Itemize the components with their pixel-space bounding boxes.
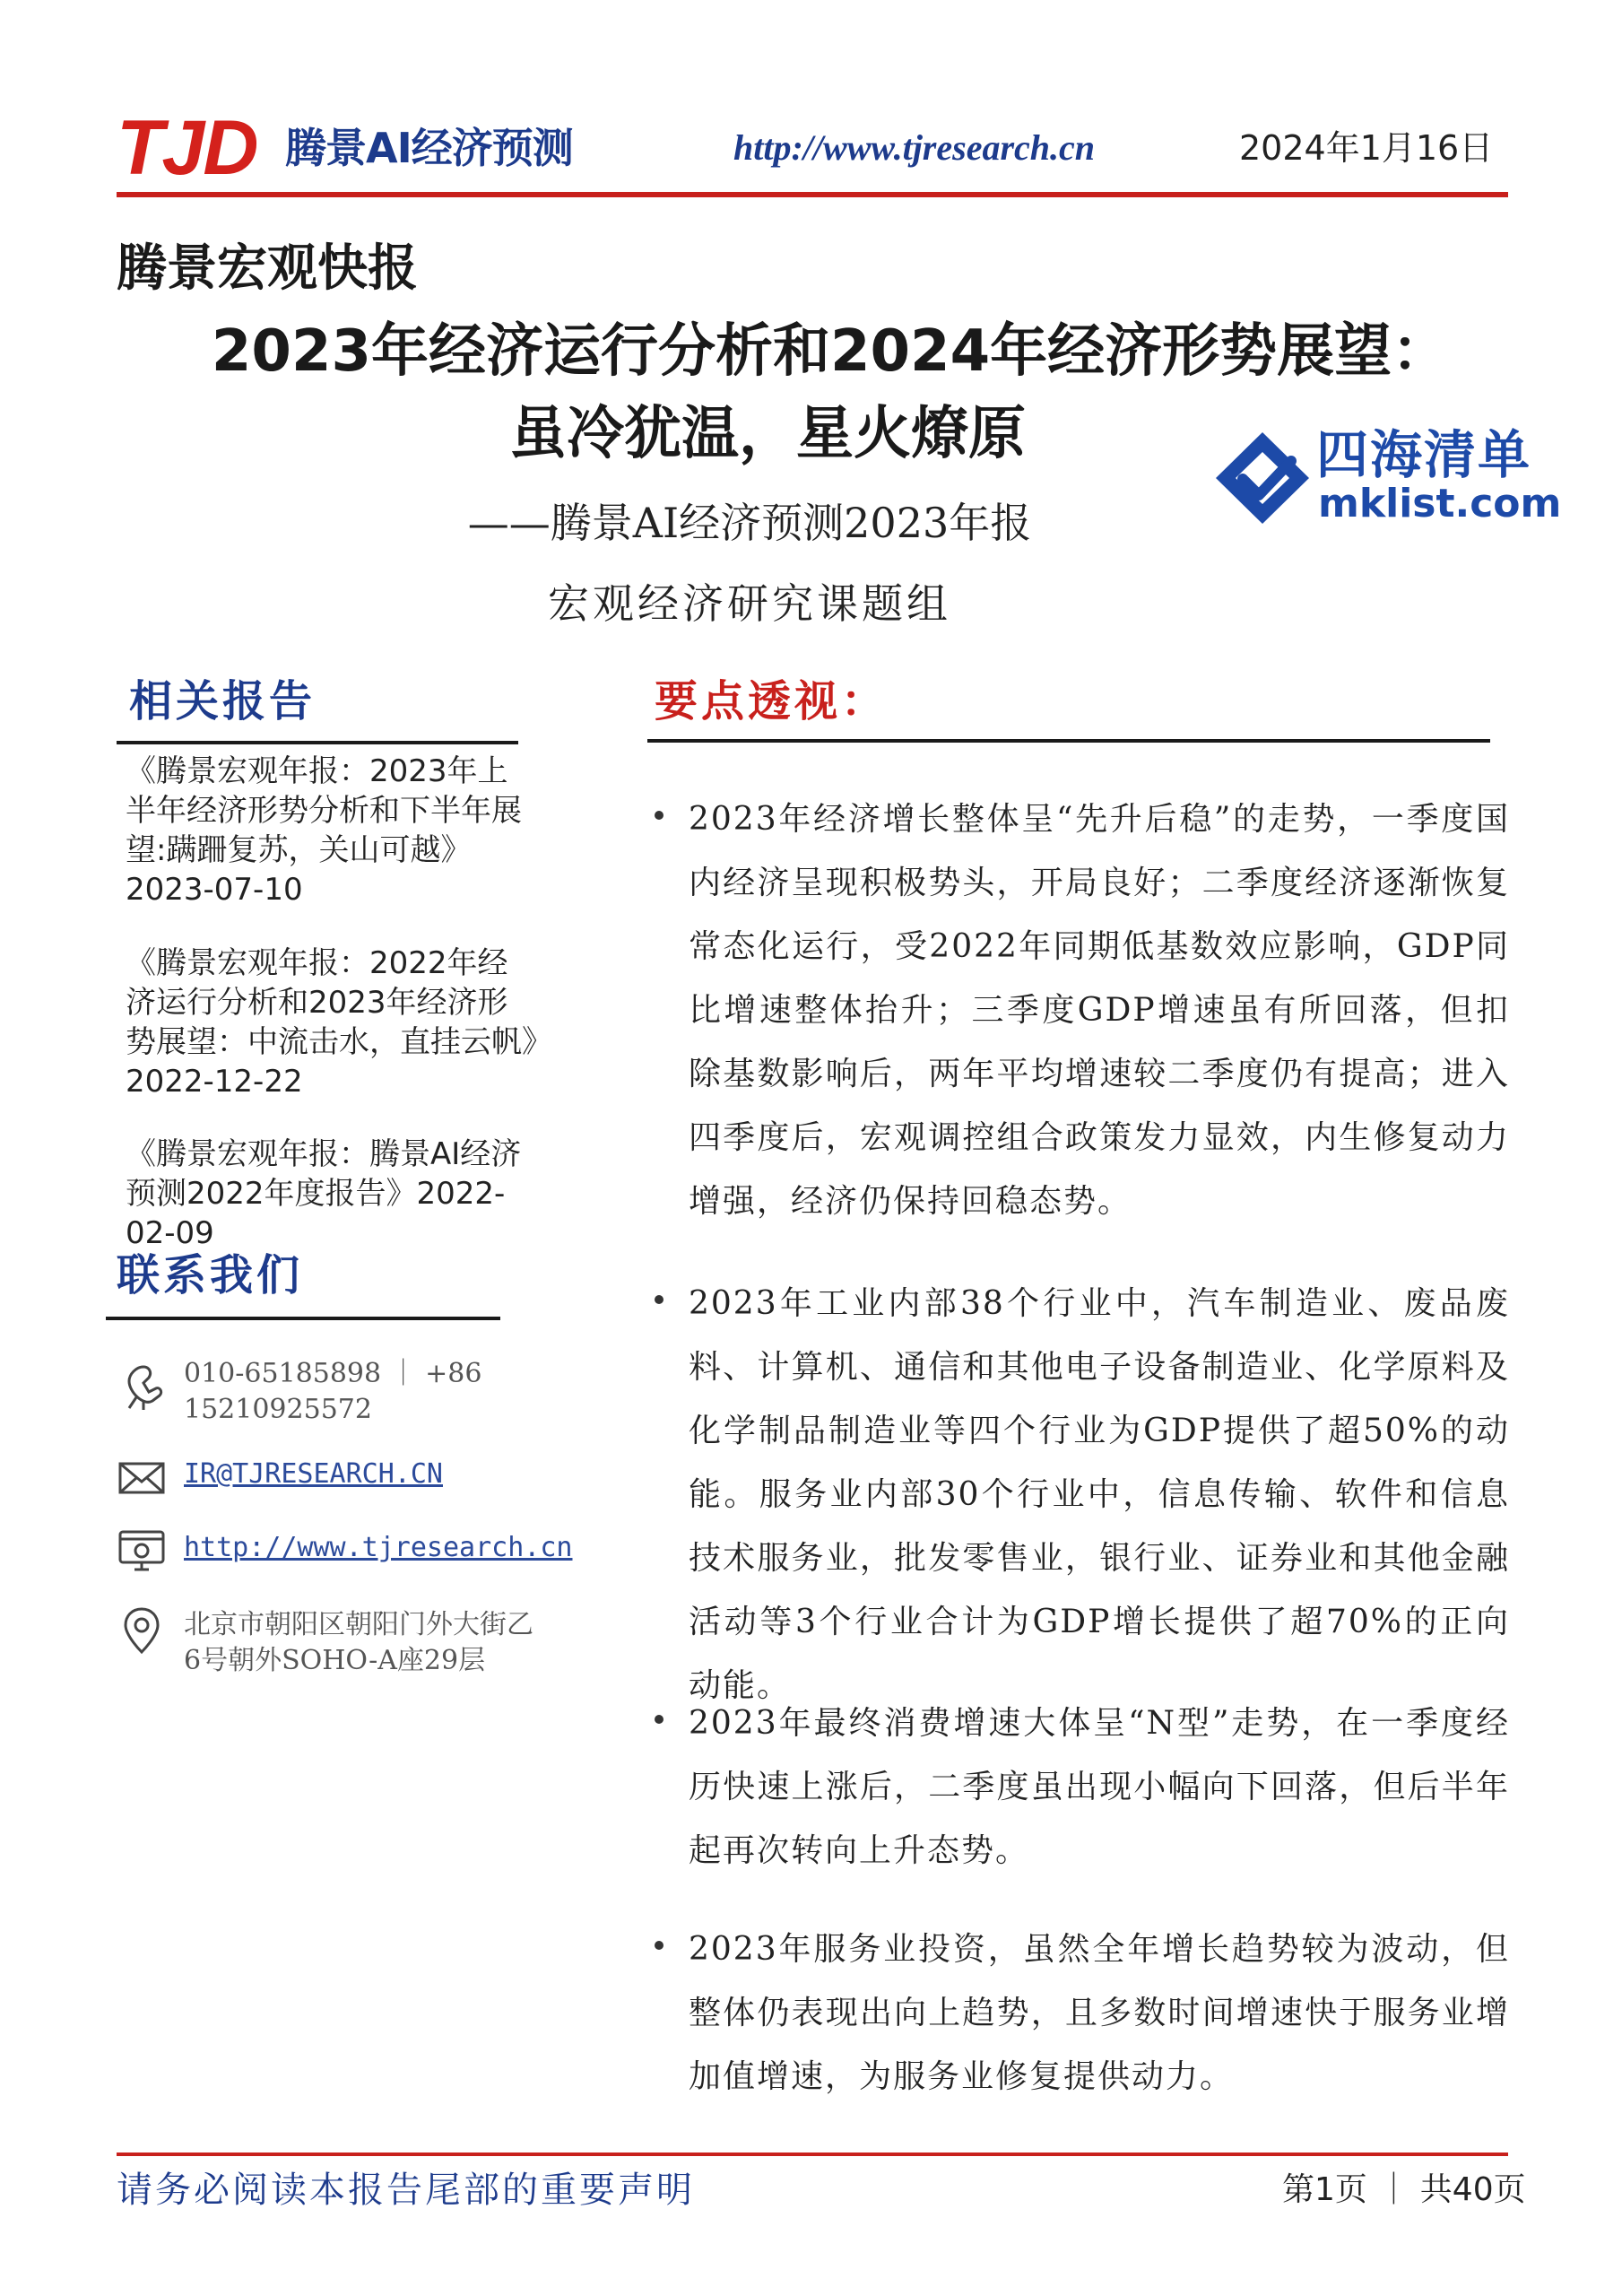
- related-report-date: 2023-07-10: [126, 872, 303, 908]
- related-report-line: 预测2022年度报告》2022-: [126, 1176, 506, 1212]
- bullet-dot-icon: [655, 1715, 664, 1724]
- contact-email-row: [184, 1457, 443, 1492]
- keypoint-text: 2023年经济增长整体呈“先升后稳”的走势，一季度国内经济呈现积极势头，开局良好；二季度经济逐渐恢复常态化运行，受2022年同期低基数效应影响，GDP同比增速整体抬升；三季度GDP增速虽有所回落，但扣除基数影响后，两年平均增速较二季度仍有提高；进入四季度后，宏观调控组合政策发力显效，内生修复动力增强，经济仍保持回稳态势。: [689, 801, 1510, 1220]
- related-report-item[interactable]: [126, 944, 552, 1101]
- contact-heading: 联系我们: [117, 1250, 304, 1300]
- contact-website-row: [184, 1530, 572, 1566]
- disclaimer-notice: 请务必阅读本报告尾部的重要声明: [117, 2170, 695, 2211]
- report-subtitle: 虽冷犹温，星火燎原: [509, 401, 1026, 467]
- header-divider: [117, 192, 1508, 197]
- bullet-dot-icon: [655, 811, 664, 820]
- related-report-line: 02-09: [126, 1215, 214, 1251]
- keypoint-text: 2023年最终消费增速大体呈“N型”走势，在一季度经历快速上涨后，二季度虽出现小幅向下回落，但后半年起再次转向上升态势。: [689, 1705, 1510, 1869]
- keypoints-divider: [647, 739, 1490, 743]
- watermark-name: 四海清单: [1316, 424, 1532, 485]
- tjd-logo-name: 腾景AI经济预测: [285, 124, 573, 172]
- contact-divider: [106, 1317, 500, 1320]
- watermark-url: mklist.com: [1318, 481, 1562, 526]
- report-byline: ——腾景AI经济预测2023年报: [467, 499, 1032, 547]
- email-icon: [117, 1453, 167, 1503]
- related-report-line: 《腾景宏观年报：2022年经: [126, 945, 508, 981]
- footer-divider: [117, 2152, 1508, 2156]
- related-report-line: 半年经济形势分析和下半年展: [126, 793, 522, 829]
- related-report-line: 《腾景宏观年报：腾景AI经济: [126, 1136, 522, 1172]
- address-line: 北京市朝阳区朝阳门外大街乙: [184, 1609, 533, 1640]
- phone-line: 010-65185898 ｜ +86: [184, 1358, 482, 1389]
- contact-address: [184, 1607, 533, 1679]
- related-report-date: 2022-12-22: [126, 1064, 303, 1100]
- phone-line: 15210925572: [184, 1394, 372, 1425]
- contact-email-link[interactable]: IR@TJRESEARCH.CN: [184, 1458, 443, 1490]
- report-type: 腾景宏观快报: [117, 239, 418, 298]
- report-date: 2024年1月16日: [1239, 128, 1494, 168]
- contact-website-link[interactable]: http://www.tjresearch.cn: [184, 1532, 573, 1563]
- address-line: 6号朝外SOHO-A座29层: [184, 1645, 486, 1676]
- related-report-line: 势展望：中流击水，直挂云帆》: [126, 1024, 552, 1060]
- website-icon: [117, 1526, 167, 1577]
- research-group: 宏观经济研究课题组: [548, 579, 951, 628]
- watermark-logo-icon: [1212, 429, 1313, 527]
- keypoint-text: 2023年工业内部38个行业中，汽车制造业、废品废料、计算机、通信和其他电子设备制造业、化学原料及化学制品制造业等四个行业为GDP提供了超50%的动能。服务业内部30个行业中，信息传输、软件和信息技术服务业，批发零售业，银行业、证券业和其他金融活动等3个行业合计为GDP增长提供了超70%的正向动能。: [689, 1285, 1510, 1704]
- page-number: 第1页 ｜ 共40页: [1282, 2171, 1526, 2208]
- bullet-dot-icon: [655, 1295, 664, 1304]
- phone-icon: [117, 1361, 167, 1412]
- related-divider: [117, 741, 518, 744]
- related-report-line: 《腾景宏观年报：2023年上: [126, 753, 508, 789]
- report-title: 2023年经济运行分析和2024年经济形势展望：: [211, 318, 1450, 385]
- bullet-dot-icon: [655, 1941, 664, 1950]
- location-pin-icon: [117, 1605, 167, 1656]
- related-report-item[interactable]: [126, 752, 547, 909]
- related-report-line: 望:蹒跚复苏，关山可越》: [126, 832, 472, 868]
- related-report-item[interactable]: [126, 1135, 547, 1253]
- contact-phone: [184, 1356, 481, 1428]
- keypoints-heading: 要点透视：: [655, 676, 889, 726]
- keypoint-text: 2023年服务业投资，虽然全年增长趋势较为波动，但整体仍表现出向上趋势，且多数时间增速快于服务业增加值增速，为服务业修复提供动力。: [689, 1931, 1510, 2095]
- related-reports-heading: 相关报告: [129, 676, 317, 726]
- tjd-logo-mark: TJD: [117, 105, 257, 191]
- header-url[interactable]: http://www.tjresearch.cn: [733, 127, 1096, 168]
- related-report-line: 济运行分析和2023年经济形: [126, 985, 508, 1021]
